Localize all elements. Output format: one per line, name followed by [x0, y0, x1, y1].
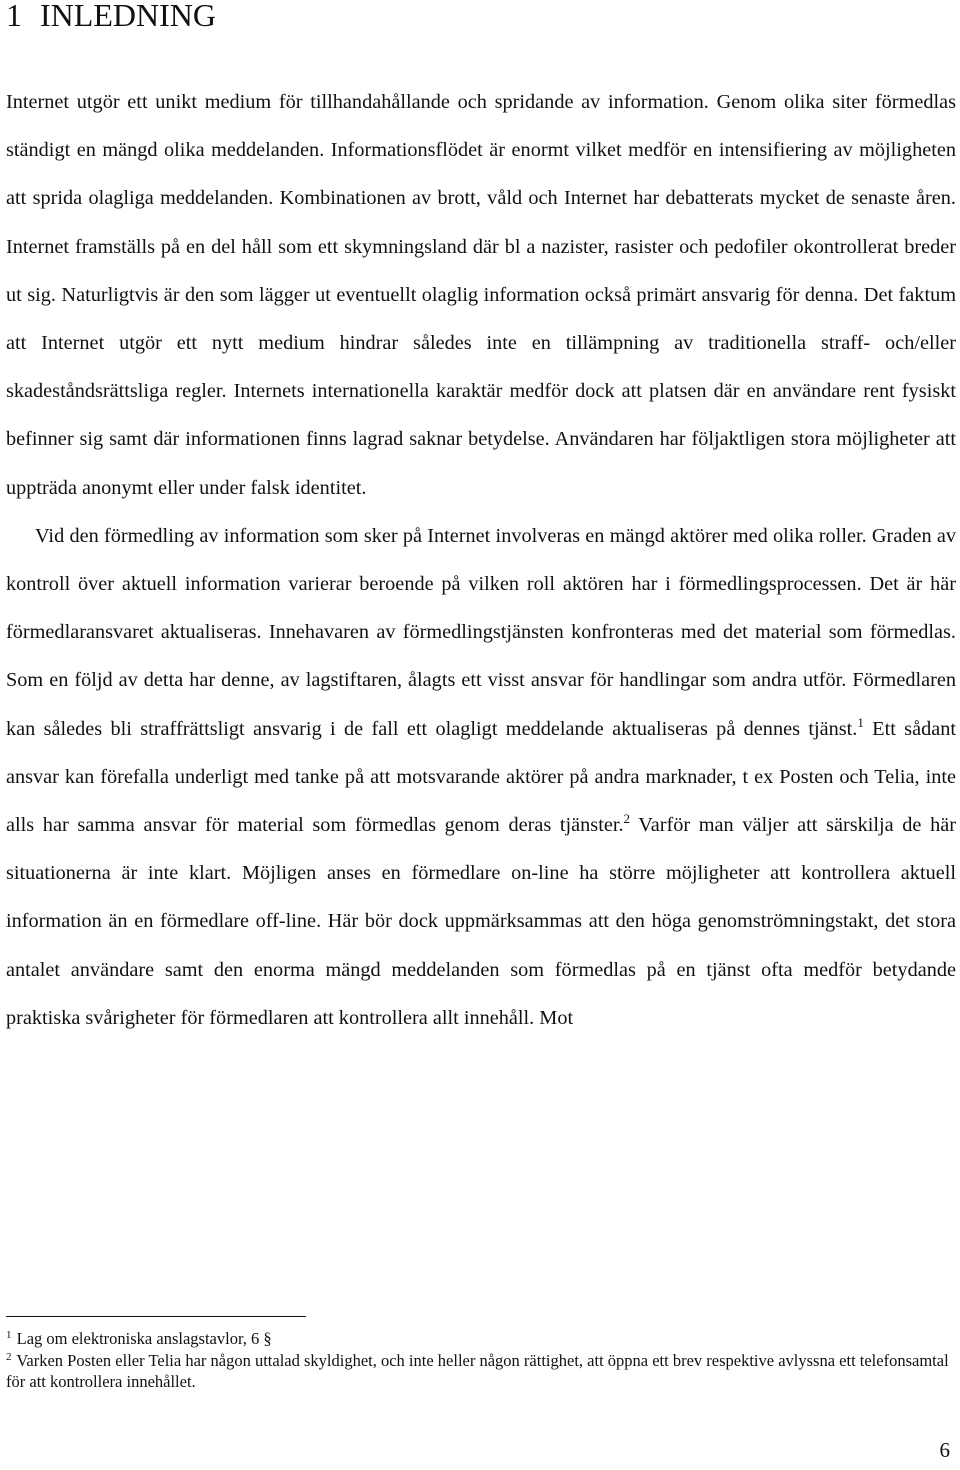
chapter-number: 1 — [6, 0, 22, 33]
chapter-heading — [6, 0, 216, 34]
footnote — [6, 1328, 956, 1349]
footnote-separator — [6, 1316, 306, 1317]
footnote-reference[interactable]: 1 — [857, 714, 864, 730]
footnote-text: Varken Posten eller Telia har någon uttalad skyldighet, och inte heller någon rättighet, att öppna ett brev respektive avlyssna ett telefonsamtal för att kontrollera innehållet. — [6, 1351, 949, 1391]
chapter-title: INLEDNING — [40, 0, 216, 33]
body-text — [6, 78, 956, 1042]
page-number: 6 — [939, 1438, 950, 1462]
footnotes — [6, 1328, 956, 1393]
footnote-reference[interactable]: 2 — [623, 811, 631, 827]
footnote — [6, 1350, 956, 1392]
footnote-marker: 1 — [6, 1328, 12, 1341]
footnote-text: Lag om elektroniska anslagstavlor, 6 § — [16, 1329, 272, 1348]
paragraph: Vid den förmedling av information som sker på Internet involveras en mängd aktörer med olika roller. Graden av kontroll över aktuell information varierar beroende på vilken roll aktören har i förmedlingsprocessen. Det är här förmedlaransvaret aktualiseras. Innehavaren av förmedlingstjänsten konfronteras med det material som förmedlas. Som en följd av detta har denne, av lagstiftaren, ålagts ett visst ansvar för handlingar som andra utför. Förmedlaren kan således bli straffrättsligt ansvarig i de fall ett olagligt meddelande aktualiseras på dennes tjänst.$^1$ Ett sådant ansvar kan förefalla underligt med tanke på att motsvarande aktörer på andra marknader, t ex Posten och Telia, inte alls har samma ansvar för material som förmedlas genom deras tjänster.$^2$ Varför man väljer att särskilja de här situationerna är inte klart. Möjligen anses en förmedlare on-line ha större möjligheter att kontrollera aktuell information än en förmedlare off-line. Här bör dock uppmärksammas att den höga genomströmningstakt, det stora antalet användare samt den enorma mängd meddelanden som förmedlas på en tjänst ofta medför betydande praktiska svårigheter för förmedlaren att kontrollera allt innehåll. Mot — [6, 524, 956, 1029]
paragraph: Internet utgör ett unikt medium för tillhandahållande och spridande av information. Genom olika siter förmedlas ständigt en mängd olika meddelanden. Informationsflödet är enormt vilket medför en intensifiering av möjligheten att sprida olagliga meddelanden. Kombinationen av brott, våld och Internet har debatterats mycket de senaste åren. Internet framställs på en del håll som ett skymningsland där bl a nazister, rasister och pedofiler okontrollerat breder ut sig. Naturligtvis är den som lägger ut eventuellt olaglig information också primärt ansvarig för denna. Det faktum att Internet utgör ett nytt medium hindrar således inte en tillämpning av traditionella straff- och/eller skadeståndsrättsliga regler. Internets internationella karaktär medför dock att platsen där en användare rent fysiskt befinner sig samt där informationen finns lagrad saknar betydelse. Användaren har följaktligen stora möjligheter att uppträda anonymt eller under falsk identitet. — [6, 91, 956, 499]
footnote-marker: 2 — [6, 1350, 12, 1363]
